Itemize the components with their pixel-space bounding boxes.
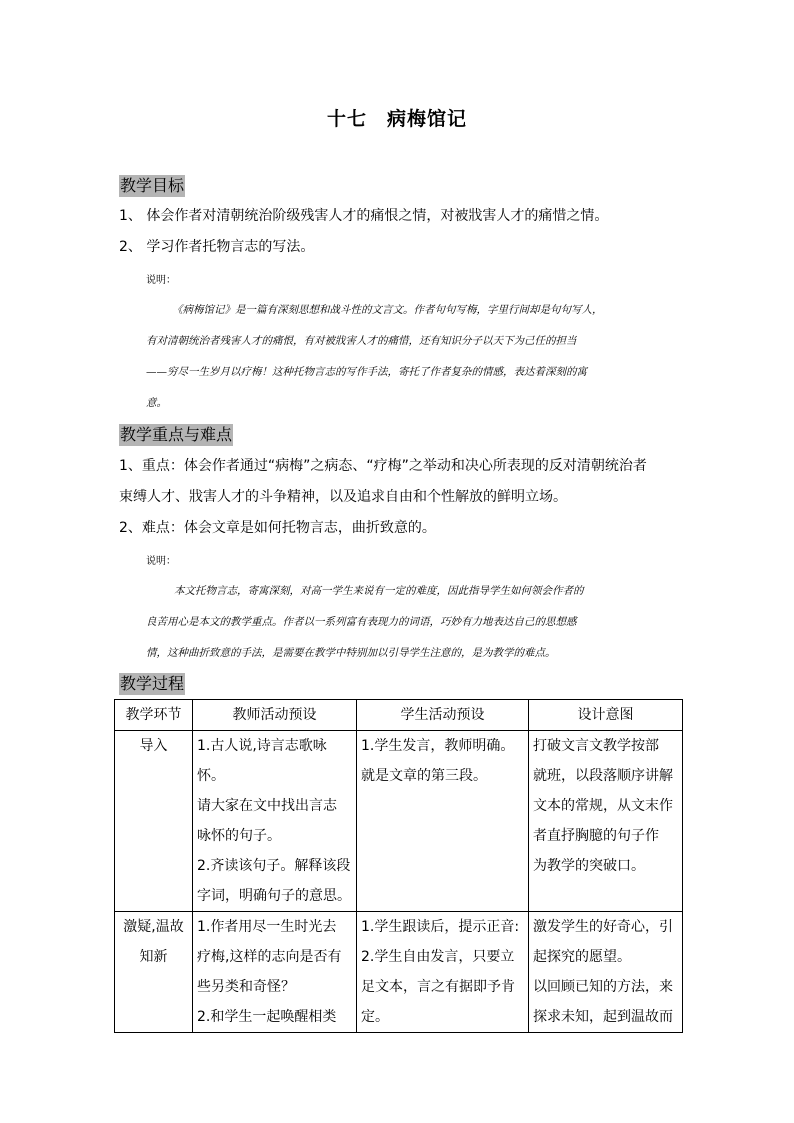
cell-line: 为教学的突破口。 [533,858,645,874]
stage-cell [115,912,193,1033]
cell-line: 知新 [139,949,168,965]
intent-cell [529,912,683,1033]
column-header: 学生活动预设 [357,700,529,731]
cell-line: 就班，以段落顺序讲解 [533,768,673,784]
cell-line: 请大家在文中找出言志 [197,798,337,814]
teacher-cell [193,912,357,1033]
goal-item: 1、 体会作者对清朝统治阶级残害人才的痛恨之情，对被戕害人才的痛惜之情。 [119,208,609,224]
stage-cell [115,731,193,912]
note-line: 良苦用心是本文的教学重点。作者以一系列富有表现力的词语，巧妙有力地表达自己的思想感 [146,616,577,628]
note-line: 情，这种曲折致意的手法，是需要在教学中特别加以引导学生注意的，是为教学的难点。 [146,647,556,659]
note-line: 意。 [146,397,167,409]
cell-line: 字词，明确句子的意思。 [197,888,351,904]
cell-line: 就是文章的第三段。 [361,768,487,784]
heading-text: 教学重点与难点 [120,425,233,444]
note-label: 说明： [146,275,176,286]
note-line: 本文托物言志，寄寓深刻，对高一学生来说有一定的难度，因此指导学生如何领会作者的 [174,585,584,597]
note-line: 有对清朝统治者残害人才的痛恨，有对被戕害人才的痛惜，还有知识分子以天下为己任的担当 [146,335,577,347]
cell-line: 1.古人说,诗言志歌咏怀。 [197,738,327,784]
cell-line: 文本的常规，从文末作 [533,798,673,814]
cell-line: 以回顾已知的方法，来 [533,979,673,995]
cell-line: 探求未知，起到温故而 [533,1009,673,1025]
page-title: 十七 病梅馆记 [326,108,467,130]
key-point-line: 1、重点：体会作者通过“病梅”之病态、“疗梅”之举动和决心所表现的反对清朝统治者 [119,458,647,474]
cell-line: 1.学生跟读后，提示正音: [361,919,520,935]
cell-line: 激疑,温故 [123,919,184,935]
heading-text: 教学目标 [120,176,185,195]
note-label: 说明： [146,556,176,567]
student-cell [357,912,529,1033]
cell-line: 2.学生自由发言，只要立 [361,949,515,965]
key-point-line: 束缚人才、戕害人才的斗争精神，以及追求自由和个性解放的鲜明立场。 [119,489,567,505]
cell-line: 起探究的愿望。 [533,949,631,965]
key-point-line: 2、难点：体会文章是如何托物言志，曲折致意的。 [119,520,436,536]
heading-text: 教学过程 [120,674,185,693]
cell-line: 打破文言文教学按部 [533,738,659,754]
teacher-cell [193,731,357,912]
table-row [115,912,683,1033]
cell-line: 1.作者用尽一生时光去 [197,919,337,935]
cell-line: 定。 [361,1009,389,1025]
section-heading-goals [119,175,185,197]
column-header: 教学环节 [115,700,193,731]
table-row [115,731,683,912]
cell-line: 些另类和奇怪？ [197,979,295,995]
intent-cell [529,731,683,912]
column-header: 设计意图 [529,700,683,731]
cell-line: 咏怀的句子。 [197,828,281,844]
cell-line: 2.齐读该句子。解释该段 [197,858,351,874]
cell-line: 足文本，言之有据即予肯 [361,979,515,995]
note-line: ——穷尽一生岁月以疗梅！这种托物言志的写作手法，寄托了作者复杂的情感，表达着深刻的寓 [146,366,587,378]
goal-item: 2、 学习作者托物言志的写法。 [119,239,315,255]
student-cell [357,731,529,912]
process-table [114,699,683,1033]
section-heading-process [119,673,185,695]
cell-line: 激发学生的好奇心，引 [533,919,673,935]
column-header: 教师活动预设 [193,700,357,731]
cell-line: 者直抒胸臆的句子作 [533,828,659,844]
section-heading-key-points [119,424,233,446]
cell-line: 导入 [139,738,168,754]
cell-line: 1.学生发言，教师明确。 [361,738,515,754]
cell-line: 2.和学生一起唤醒相类 [197,1009,337,1025]
note-line: 《病梅馆记》是一篇有深刻思想和战斗性的文言文。作者句句写梅，字里行间却是句句写人， [172,304,603,316]
table-header-row [115,700,683,731]
cell-line: 疗梅,这样的志向是否有 [197,949,342,965]
